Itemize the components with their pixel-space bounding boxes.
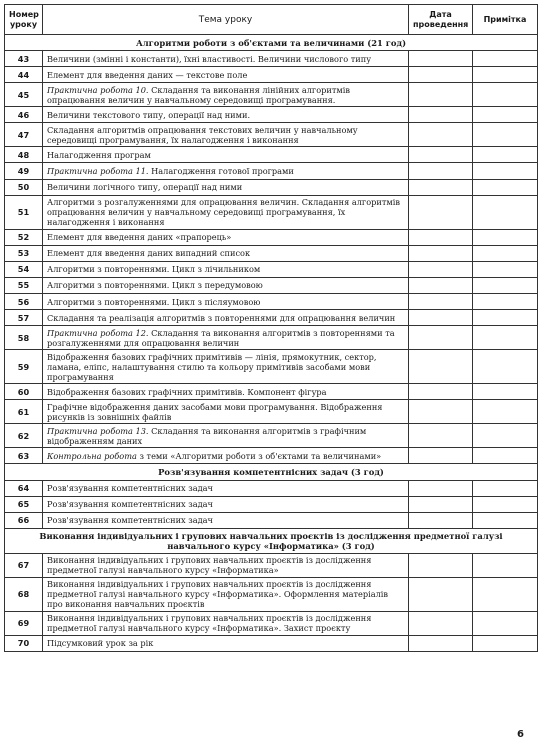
lesson-topic-text: Складання алгоритмів опрацювання текстових величин у навчальному середовищі програмування, їх налагодження і виконання [47,124,358,145]
lesson-topic-text: Елемент для введення даних «прапорець» [47,232,232,243]
lesson-note-cell [473,195,538,229]
section-title: Розв'язування компетентнісних задач (3 год) [5,464,538,480]
lesson-note-cell [473,480,538,496]
lesson-topic-text: Алгоритми з розгалуженнями для опрацювання величин. Складання алгоритмів опрацювання величин у навчальному середовищі програмування, їх налагодження і виконання [47,197,400,228]
lesson-topic-text: Графічне відображення даних засобами мови програмування. Відображення рисунків із зовнішніх файлів [47,401,383,422]
lesson-topic-text: Складання та виконання алгоритмів з графічним відображенням даних [47,425,367,446]
lesson-number: 65 [5,496,43,512]
lesson-number: 55 [5,277,43,293]
lesson-note-cell [473,163,538,179]
lesson-date-cell [409,147,473,163]
lesson-topic [43,424,409,448]
lesson-number: 48 [5,147,43,163]
lesson-row [5,400,538,424]
lesson-note-cell [473,384,538,400]
lesson-topic [43,245,409,261]
lesson-number: 47 [5,123,43,147]
page-number: 6 [517,729,524,740]
lesson-note-cell [473,107,538,123]
lesson-date-cell [409,384,473,400]
lesson-topic-text: Виконання індивідуальних і групових навчальних проєктів із дослідження предметної галузі навчального курсу «Інформатика». Захист проєкту [47,613,372,634]
lesson-date-cell [409,448,473,464]
lesson-date-cell [409,245,473,261]
header-note: Примітка [473,5,538,35]
lesson-date-cell [409,310,473,326]
lesson-number: 59 [5,350,43,384]
lesson-note-cell [473,326,538,350]
lesson-number: 52 [5,229,43,245]
lesson-topic-text: Складання та виконання алгоритмів з повтореннями та розгалуженнями для опрацювання величин [47,327,395,348]
lesson-date-cell [409,512,473,528]
lesson-row [5,83,538,107]
lesson-row [5,294,538,310]
lesson-topic [43,310,409,326]
lesson-number: 46 [5,107,43,123]
lesson-plan-page [4,4,537,652]
lesson-row [5,326,538,350]
lesson-date-cell [409,277,473,293]
lesson-topic [43,195,409,229]
table-header [5,5,538,35]
lesson-row [5,147,538,163]
lesson-topic-text: Складання та реалізація алгоритмів з повтореннями для опрацювання величин [47,312,396,323]
lesson-number: 45 [5,83,43,107]
lesson-number: 57 [5,310,43,326]
lesson-row [5,245,538,261]
lesson-number: 63 [5,448,43,464]
lesson-topic-text: Розв'язування компетентнісних задач [47,483,213,494]
lesson-row [5,577,538,611]
lesson-note-cell [473,147,538,163]
lesson-number: 50 [5,179,43,195]
lesson-date-cell [409,123,473,147]
lesson-number: 51 [5,195,43,229]
lesson-number: 61 [5,400,43,424]
lesson-row [5,179,538,195]
lesson-topic [43,480,409,496]
lesson-topic-text: Алгоритми з повтореннями. Цикл з передумовою [47,280,263,291]
lesson-plan-table [4,4,538,652]
lesson-row [5,553,538,577]
lesson-date-cell [409,577,473,611]
lesson-topic [43,350,409,384]
lesson-date-cell [409,67,473,83]
lesson-note-cell [473,512,538,528]
lesson-row [5,107,538,123]
lesson-topic [43,512,409,528]
lesson-note-cell [473,350,538,384]
lesson-note-cell [473,424,538,448]
lesson-note-cell [473,229,538,245]
header-lesson-number: Номер уроку [5,5,43,35]
lesson-topic-lead: Контрольна робота [47,450,137,461]
lesson-date-cell [409,294,473,310]
lesson-date-cell [409,261,473,277]
lesson-topic-text: Відображення базових графічних примітивів. Компонент фігура [47,386,327,397]
lesson-topic-text: Алгоритми з повтореннями. Цикл з післяумовою [47,296,261,307]
lesson-note-cell [473,179,538,195]
lesson-date-cell [409,229,473,245]
lesson-note-cell [473,123,538,147]
lesson-topic [43,147,409,163]
lesson-row [5,448,538,464]
lesson-date-cell [409,326,473,350]
section-title: Алгоритми роботи з об'єктами та величинами (21 год) [5,35,538,51]
lesson-row [5,277,538,293]
lesson-number: 70 [5,635,43,651]
lesson-number: 69 [5,611,43,635]
lesson-date-cell [409,195,473,229]
section-title: Виконання індивідуальних і групових навчальних проєктів із дослідження предметної галузі навчального курсу «Інформатика» (3 год) [5,528,538,553]
lesson-topic-text: Величини логічного типу, операції над ними [47,182,243,193]
lesson-row [5,229,538,245]
lesson-topic-text: Налагодження програм [47,149,151,160]
lesson-date-cell [409,107,473,123]
lesson-topic [43,163,409,179]
lesson-row [5,310,538,326]
lesson-topic [43,448,409,464]
lesson-number: 66 [5,512,43,528]
lesson-date-cell [409,553,473,577]
lesson-row [5,163,538,179]
lesson-topic-text: Розв'язування компетентнісних задач [47,515,213,526]
lesson-topic-text: Величини (змінні і константи), їхні властивості. Величини числового типу [47,53,372,64]
lesson-topic [43,294,409,310]
lesson-number: 54 [5,261,43,277]
lesson-topic-lead: Практична робота 10. [47,84,149,95]
lesson-date-cell [409,480,473,496]
lesson-row [5,67,538,83]
lesson-topic-text: Складання та виконання лінійних алгоритмів опрацювання величин у навчальному середовищі програмування. [47,84,350,105]
section-row [5,464,538,480]
lesson-date-cell [409,83,473,107]
lesson-topic-lead: Практична робота 11. [47,166,149,177]
lesson-topic-text: Алгоритми з повтореннями. Цикл з лічильником [47,264,261,275]
lesson-topic [43,577,409,611]
lesson-number: 44 [5,67,43,83]
lesson-topic [43,107,409,123]
lesson-date-cell [409,179,473,195]
lesson-date-cell [409,163,473,179]
lesson-number: 56 [5,294,43,310]
lesson-date-cell [409,400,473,424]
lesson-date-cell [409,496,473,512]
lesson-number: 58 [5,326,43,350]
section-row [5,528,538,553]
lesson-topic-lead: Практична робота 13. [47,425,149,436]
lesson-topic [43,277,409,293]
lesson-topic [43,496,409,512]
lesson-topic [43,635,409,651]
lesson-topic-lead: Практична робота 12. [47,327,149,338]
lesson-note-cell [473,83,538,107]
section-row [5,35,538,51]
lesson-note-cell [473,51,538,67]
lesson-number: 67 [5,553,43,577]
lesson-row [5,611,538,635]
lesson-number: 68 [5,577,43,611]
lesson-topic-text: Підсумковий урок за рік [47,638,154,649]
lesson-number: 60 [5,384,43,400]
lesson-row [5,512,538,528]
lesson-topic-text: Налагодження готової програми [148,166,294,177]
lesson-topic-text: Елемент для введення даних — текстове поле [47,69,248,80]
lesson-row [5,384,538,400]
lesson-topic [43,83,409,107]
lesson-topic [43,67,409,83]
lesson-date-cell [409,611,473,635]
lesson-note-cell [473,553,538,577]
lesson-row [5,195,538,229]
lesson-note-cell [473,400,538,424]
lesson-number: 43 [5,51,43,67]
lesson-topic-text: Виконання індивідуальних і групових навчальних проєктів із дослідження предметної галузі навчального курсу «Інформатика». Оформлення матеріалів про виконання навчальних проєктів [47,579,389,610]
lesson-note-cell [473,294,538,310]
lesson-topic [43,261,409,277]
lesson-topic [43,229,409,245]
lesson-topic-text: Величини текстового типу, операції над ними. [47,109,251,120]
lesson-row [5,480,538,496]
lesson-note-cell [473,310,538,326]
lesson-row [5,424,538,448]
lesson-note-cell [473,496,538,512]
lesson-row [5,51,538,67]
lesson-date-cell [409,51,473,67]
header-lesson-topic: Тема уроку [43,5,409,35]
lesson-number: 64 [5,480,43,496]
lesson-date-cell [409,350,473,384]
lesson-topic-text: Відображення базових графічних примітивів — лінія, прямокутник, сектор, ламана, еліпс, налаштування стилю та кольору примітивів засобами мови програмування [47,351,377,382]
lesson-date-cell [409,635,473,651]
lesson-row [5,261,538,277]
lesson-note-cell [473,261,538,277]
lesson-topic [43,400,409,424]
lesson-topic-text: Елемент для введення даних випадний список [47,248,251,259]
lesson-note-cell [473,277,538,293]
header-date: Дата проведення [409,5,473,35]
lesson-date-cell [409,424,473,448]
lesson-topic [43,384,409,400]
lesson-topic-text: Розв'язування компетентнісних задач [47,499,213,510]
lesson-topic [43,123,409,147]
lesson-row [5,350,538,384]
lesson-row [5,496,538,512]
lesson-topic [43,326,409,350]
lesson-note-cell [473,635,538,651]
lesson-note-cell [473,448,538,464]
lesson-topic [43,611,409,635]
lesson-topic [43,179,409,195]
lesson-topic [43,51,409,67]
lesson-row [5,123,538,147]
lesson-note-cell [473,245,538,261]
lesson-number: 49 [5,163,43,179]
lesson-note-cell [473,611,538,635]
lesson-note-cell [473,67,538,83]
lesson-number: 53 [5,245,43,261]
table-body [5,35,538,652]
lesson-topic [43,553,409,577]
lesson-row [5,635,538,651]
lesson-note-cell [473,577,538,611]
lesson-topic-text: з теми «Алгоритми роботи з об'єктами та величинами» [136,450,382,461]
lesson-topic-text: Виконання індивідуальних і групових навчальних проєктів із дослідження предметної галузі навчального курсу «Інформатика» [47,555,372,576]
lesson-number: 62 [5,424,43,448]
